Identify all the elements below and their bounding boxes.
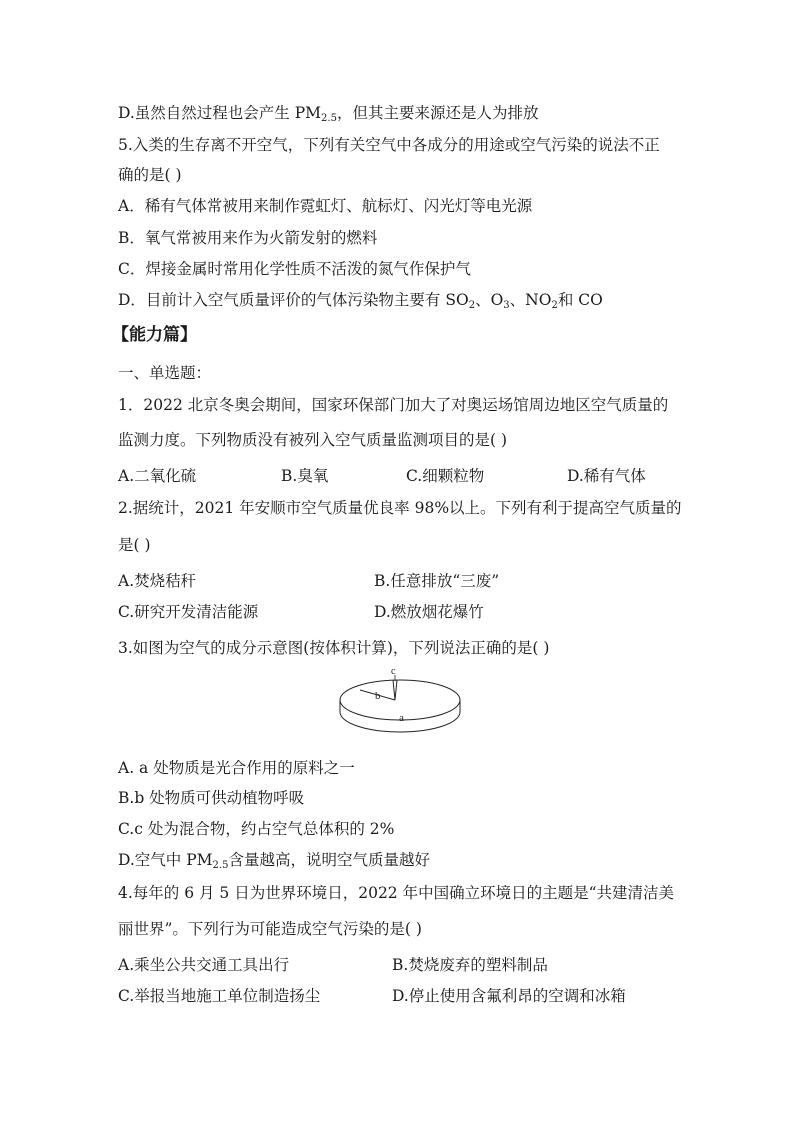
q5-option-d-text: 、NO — [509, 291, 552, 309]
section-subtitle: 一、单选题： — [118, 364, 212, 382]
q5-option-c: C．焊接金属时常用化学性质不活泼的氮气作保护气 — [118, 260, 471, 278]
q2-option-b: B.任意排放“三废” — [374, 572, 500, 590]
q2-option-a: A.焚烧秸秆 — [118, 572, 197, 590]
q3-option-d — [118, 850, 430, 876]
q3-option-b: B.b 处物质可供动植物呼吸 — [118, 789, 305, 807]
q5-option-b: B．氧气常被用来作为火箭发射的燃料 — [118, 229, 378, 247]
q5-stem-line2: 确的是( ) — [118, 166, 182, 184]
q5-option-d — [118, 290, 603, 316]
q4-stem-line1: 4.每年的 6 月 5 日为世界环境日，2022 年中国确立环境日的主题是“共建清洁美 — [118, 884, 675, 902]
label-c: c — [391, 666, 396, 677]
q2-option-d: D.燃放烟花爆竹 — [374, 603, 484, 621]
q5-option-d-text: 、O — [475, 291, 504, 309]
section-title: 【能力篇】 — [112, 325, 197, 345]
q3-option-c: C.c 处为混合物，约占空气总体积的 2% — [118, 820, 395, 838]
q3-option-d-text: D.空气中 PM — [118, 851, 213, 869]
label-b: b — [375, 690, 381, 702]
q1-option-b: B.臭氧 — [281, 467, 329, 485]
q4-stem-line2: 丽世界”。下列行为可能造成空气污染的是( ) — [118, 920, 422, 938]
q4-option-b: B.焚烧废弃的塑料制品 — [392, 956, 548, 974]
prev-option-d-text-end: ，但其主要来源还是人为排放 — [336, 104, 539, 122]
air-composition-pie-figure — [335, 662, 465, 742]
subscript: 2 — [468, 300, 476, 311]
q4-option-d: D.停止使用含氟利昂的空调和冰箱 — [392, 987, 626, 1005]
q3-option-d-text-end: 含量越高，说明空气质量越好 — [228, 851, 430, 869]
q3-stem: 3.如图为空气的成分示意图(按体积计算)，下列说法正确的是( ) — [118, 639, 550, 657]
subscript: 3 — [503, 300, 510, 311]
q4-option-a: A.乘坐公共交通工具出行 — [118, 956, 290, 974]
q5-option-d-text: D．目前计入空气质量评价的气体污染物主要有 SO — [118, 291, 469, 309]
pm-subscript: 2.5 — [321, 113, 337, 124]
q2-stem-line2: 是( ) — [118, 536, 151, 554]
q2-option-c: C.研究开发清洁能源 — [118, 603, 259, 621]
q1-option-a: A.二氧化硫 — [118, 467, 197, 485]
q5-stem-line1: 5.入类的生存离不开空气，下列有关空气中各成分的用途或空气污染的说法不正 — [118, 136, 660, 154]
q3-option-a: A. a 处物质是光合作用的原料之一 — [118, 759, 355, 777]
q4-option-c: C.举报当地施工单位制造扬尘 — [118, 987, 321, 1005]
pm-subscript: 2.5 — [212, 860, 229, 871]
prev-option-d-text: D.虽然自然过程也会产生 PM — [118, 104, 322, 122]
subscript: 2 — [551, 300, 558, 311]
q5-option-a: A．稀有气体常被用来制作霓虹灯、航标灯、闪光灯等电光源 — [118, 197, 533, 215]
q1-option-d: D.稀有气体 — [567, 467, 646, 485]
q5-option-d-text: 和 CO — [557, 291, 603, 309]
label-a: a — [399, 712, 404, 724]
q2-stem-line1: 2.据统计，2021 年安顺市空气质量优良率 98%以上。下列有利于提高空气质量的 — [118, 499, 682, 517]
q1-stem-line2: 监测力度。下列物质没有被列入空气质量监测项目的是( ) — [118, 431, 508, 449]
q1-stem-line1: 1．2022 北京冬奥会期间，国家环保部门加大了对奥运场馆周边地区空气质量的 — [118, 396, 669, 414]
q1-option-c: C.细颗粒物 — [406, 467, 485, 485]
prev-option-d — [118, 103, 538, 129]
